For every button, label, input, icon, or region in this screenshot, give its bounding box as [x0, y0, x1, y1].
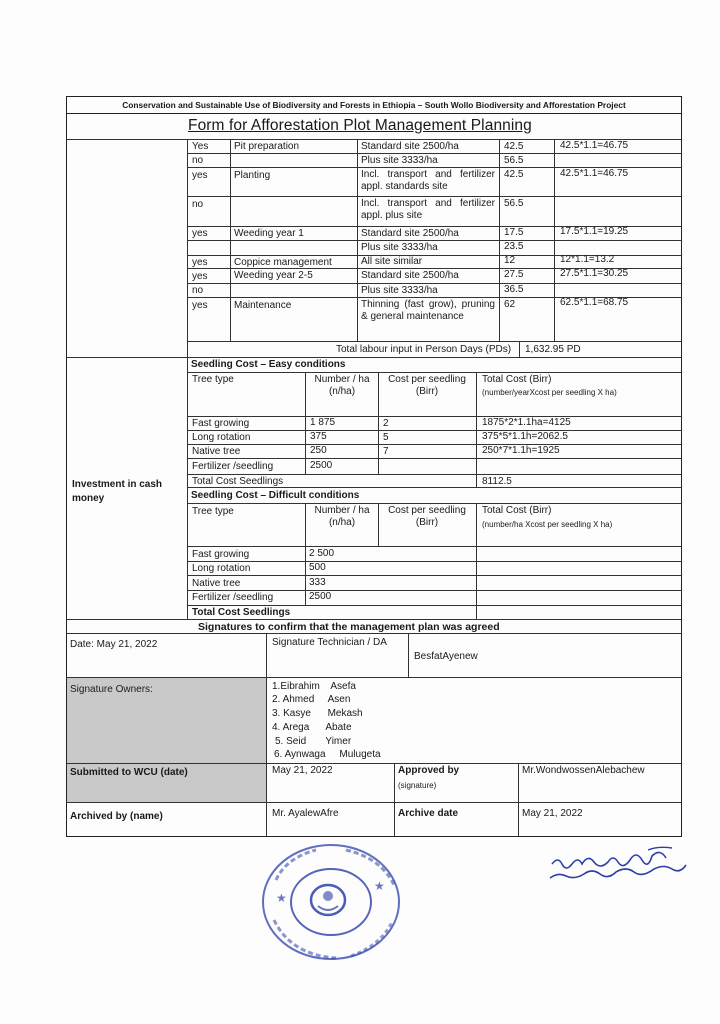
owner-name: 3. Kasye Mekash — [272, 708, 363, 719]
description-cell: All site similar — [361, 256, 423, 267]
divider — [266, 633, 267, 837]
col-header-total: Total Cost (Birr) — [482, 374, 552, 385]
description-cell: Incl. transport and fertilizer appl. standards site — [361, 169, 495, 192]
pd-cell: 42.5 — [504, 141, 524, 152]
status-cell: no — [192, 199, 204, 210]
divider — [66, 633, 682, 634]
divider — [408, 633, 409, 677]
official-stamp-icon — [256, 840, 406, 965]
owner-name: 1.Eibrahim Asefa — [272, 681, 356, 692]
total-cost-label: Total Cost Seedlings — [192, 607, 291, 618]
table-row-tree: Long rotation — [192, 563, 251, 574]
table-row-tree: Fertilizer /seedling — [192, 461, 274, 472]
table-row-tree: Native tree — [192, 446, 241, 457]
date-label: Date: May 21, 2022 — [70, 639, 158, 650]
total-cost-value: 8112.5 — [482, 476, 512, 487]
status-cell: Yes — [192, 141, 209, 152]
divider — [66, 802, 682, 803]
divider — [187, 196, 682, 197]
pd-cell: 56.5 — [504, 155, 524, 166]
approved-note: (signature) — [398, 781, 437, 790]
calc-cell: 27.5*1.1=30.25 — [560, 268, 629, 279]
table-row-tree: Fast growing — [192, 418, 250, 429]
owner-name: 2. Ahmed Asen — [272, 694, 351, 705]
col-header-number: Number / ha (n/ha) — [314, 505, 370, 528]
archived-label: Archived by (name) — [70, 811, 163, 822]
table-row-total: 375*5*1.1h=2062.5 — [482, 431, 568, 442]
divider — [187, 341, 682, 342]
status-cell: no — [192, 285, 204, 296]
pd-cell: 12 — [504, 255, 516, 266]
owner-name: 5. Seid Yimer — [275, 736, 352, 747]
col-header-number: Number / ha (n/ha) — [314, 374, 370, 397]
description-cell: Standard site 2500/ha — [361, 141, 459, 152]
submitted-label: Submitted to WCU (date) — [70, 767, 188, 778]
col-header-total-note: (number/yearXcost per seedling X ha) — [482, 388, 617, 397]
svg-text:★: ★ — [374, 879, 385, 893]
total-labour-value: 1,632.95 PD — [525, 344, 581, 355]
svg-text:★: ★ — [276, 891, 287, 905]
archive-date-label: Archive date — [398, 808, 459, 819]
technician-signature-label: Signature Technician / DA — [272, 637, 387, 648]
pd-cell: 42.5 — [504, 169, 524, 180]
pd-cell: 27.5 — [504, 269, 524, 280]
project-header: Conservation and Sustainable Use of Biodiversity and Forests in Ethiopia – South Wollo Biodiversity and Afforestation Project — [66, 96, 682, 114]
pd-cell: 17.5 — [504, 227, 524, 238]
col-header-total-note: (number/ha Xcost per seedling X ha) — [482, 520, 613, 529]
approved-name: Mr.WondwossenAlebachew — [522, 765, 645, 776]
col-header-total: Total Cost (Birr) — [482, 505, 552, 516]
difficult-section-title: Seedling Cost – Difficult conditions — [191, 490, 360, 501]
divider — [518, 763, 519, 837]
table-row-number: 2500 — [309, 591, 332, 602]
form-title: Form for Afforestation Plot Management Planning — [188, 117, 532, 134]
pd-cell: 62 — [504, 299, 516, 310]
divider — [187, 240, 682, 241]
calc-cell: 62.5*1.1=68.75 — [560, 297, 629, 308]
table-row-tree: Fertilizer /seedling — [192, 592, 274, 603]
investment-label: Investment in cash money — [72, 479, 163, 504]
divider — [187, 372, 682, 373]
status-cell: yes — [192, 271, 208, 282]
approved-label: Approved by — [398, 765, 460, 776]
description-cell: Plus site 3333/ha — [361, 242, 438, 253]
table-row-number: 2 500 — [309, 548, 335, 559]
activity-cell: Pit preparation — [234, 141, 300, 152]
divider — [187, 153, 682, 154]
col-header-cost: Cost per seedling (Birr) — [388, 374, 466, 397]
divider — [66, 357, 682, 358]
activity-cell: Maintenance — [234, 300, 292, 311]
divider — [187, 139, 188, 619]
technician-name: BesfatAyenew — [414, 651, 478, 662]
description-cell: Standard site 2500/ha — [361, 228, 459, 239]
table-row-number: 375 — [310, 431, 327, 442]
divider — [394, 763, 395, 837]
table-row-cost: 7 — [383, 446, 389, 457]
owners-label: Signature Owners: — [70, 684, 153, 695]
total-labour-label: Total labour input in Person Days (PDs) — [336, 344, 512, 355]
table-row-number: 2500 — [310, 460, 333, 471]
description-cell: Thinning (fast grow), pruning & general maintenance — [361, 299, 495, 322]
activity-cell: Planting — [234, 170, 271, 181]
owner-name: 6. Aynwaga Mulugeta — [274, 749, 381, 760]
table-row-number: 250 — [310, 445, 327, 456]
description-cell: Plus site 3333/ha — [361, 285, 438, 296]
description-cell: Plus site 3333/ha — [361, 155, 438, 166]
activity-cell: Weeding year 2-5 — [234, 270, 313, 281]
table-row-total: 250*7*1.1h=1925 — [482, 445, 560, 456]
description-cell: Standard site 2500/ha — [361, 270, 459, 281]
table-row-number: 1 875 — [310, 417, 336, 428]
calc-cell: 42.5*1.1=46.75 — [560, 168, 629, 179]
table-row-cost: 5 — [383, 432, 389, 443]
col-header-tree: Tree type — [192, 374, 234, 385]
calc-cell: 42.5*1.1=46.75 — [560, 140, 629, 151]
divider — [187, 575, 682, 576]
calc-cell: 17.5*1.1=19.25 — [560, 226, 629, 237]
description-cell: Incl. transport and fertilizer appl. plus site — [361, 198, 495, 221]
divider — [378, 503, 379, 546]
pd-cell: 23.5 — [504, 241, 524, 252]
divider — [187, 561, 682, 562]
status-cell: yes — [192, 300, 208, 311]
table-row-number: 333 — [309, 577, 326, 588]
divider — [187, 546, 682, 547]
divider — [187, 590, 682, 591]
archive-date: May 21, 2022 — [522, 808, 583, 819]
col-header-tree: Tree type — [192, 506, 234, 517]
divider — [187, 416, 682, 417]
divider — [187, 444, 682, 445]
total-cost-label: Total Cost Seedlings — [192, 476, 284, 487]
archived-name: Mr. AyalewAfre — [272, 808, 339, 819]
approver-signature-icon — [548, 844, 688, 884]
easy-section-title: Seedling Cost – Easy conditions — [191, 359, 346, 370]
owner-name: 4. Arega Abate — [272, 722, 352, 733]
status-cell: yes — [192, 228, 208, 239]
divider — [187, 430, 682, 431]
submitted-date: May 21, 2022 — [272, 765, 333, 776]
col-header-cost: Cost per seedling (Birr) — [388, 505, 466, 528]
divider — [66, 619, 682, 620]
divider — [187, 503, 682, 504]
status-cell: no — [192, 155, 204, 166]
divider — [187, 605, 682, 606]
table-row-tree: Long rotation — [192, 432, 251, 443]
pd-cell: 56.5 — [504, 198, 524, 209]
table-row-number: 500 — [309, 562, 326, 573]
table-row-total: 1875*2*1.1ha=4125 — [482, 417, 571, 428]
activity-cell: Coppice management — [234, 257, 332, 268]
calc-cell: 12*1.1=13.2 — [560, 254, 615, 265]
status-cell: yes — [192, 170, 208, 181]
divider — [519, 341, 520, 357]
status-cell: yes — [192, 257, 208, 268]
signatures-heading: Signatures to confirm that the management plan was agreed — [198, 621, 500, 633]
table-row-tree: Fast growing — [192, 549, 250, 560]
divider — [187, 474, 682, 475]
table-row-tree: Native tree — [192, 578, 241, 589]
pd-cell: 36.5 — [504, 284, 524, 295]
activity-cell: Weeding year 1 — [234, 228, 304, 239]
divider — [187, 458, 682, 459]
divider — [187, 283, 682, 284]
table-row-cost: 2 — [383, 418, 389, 429]
